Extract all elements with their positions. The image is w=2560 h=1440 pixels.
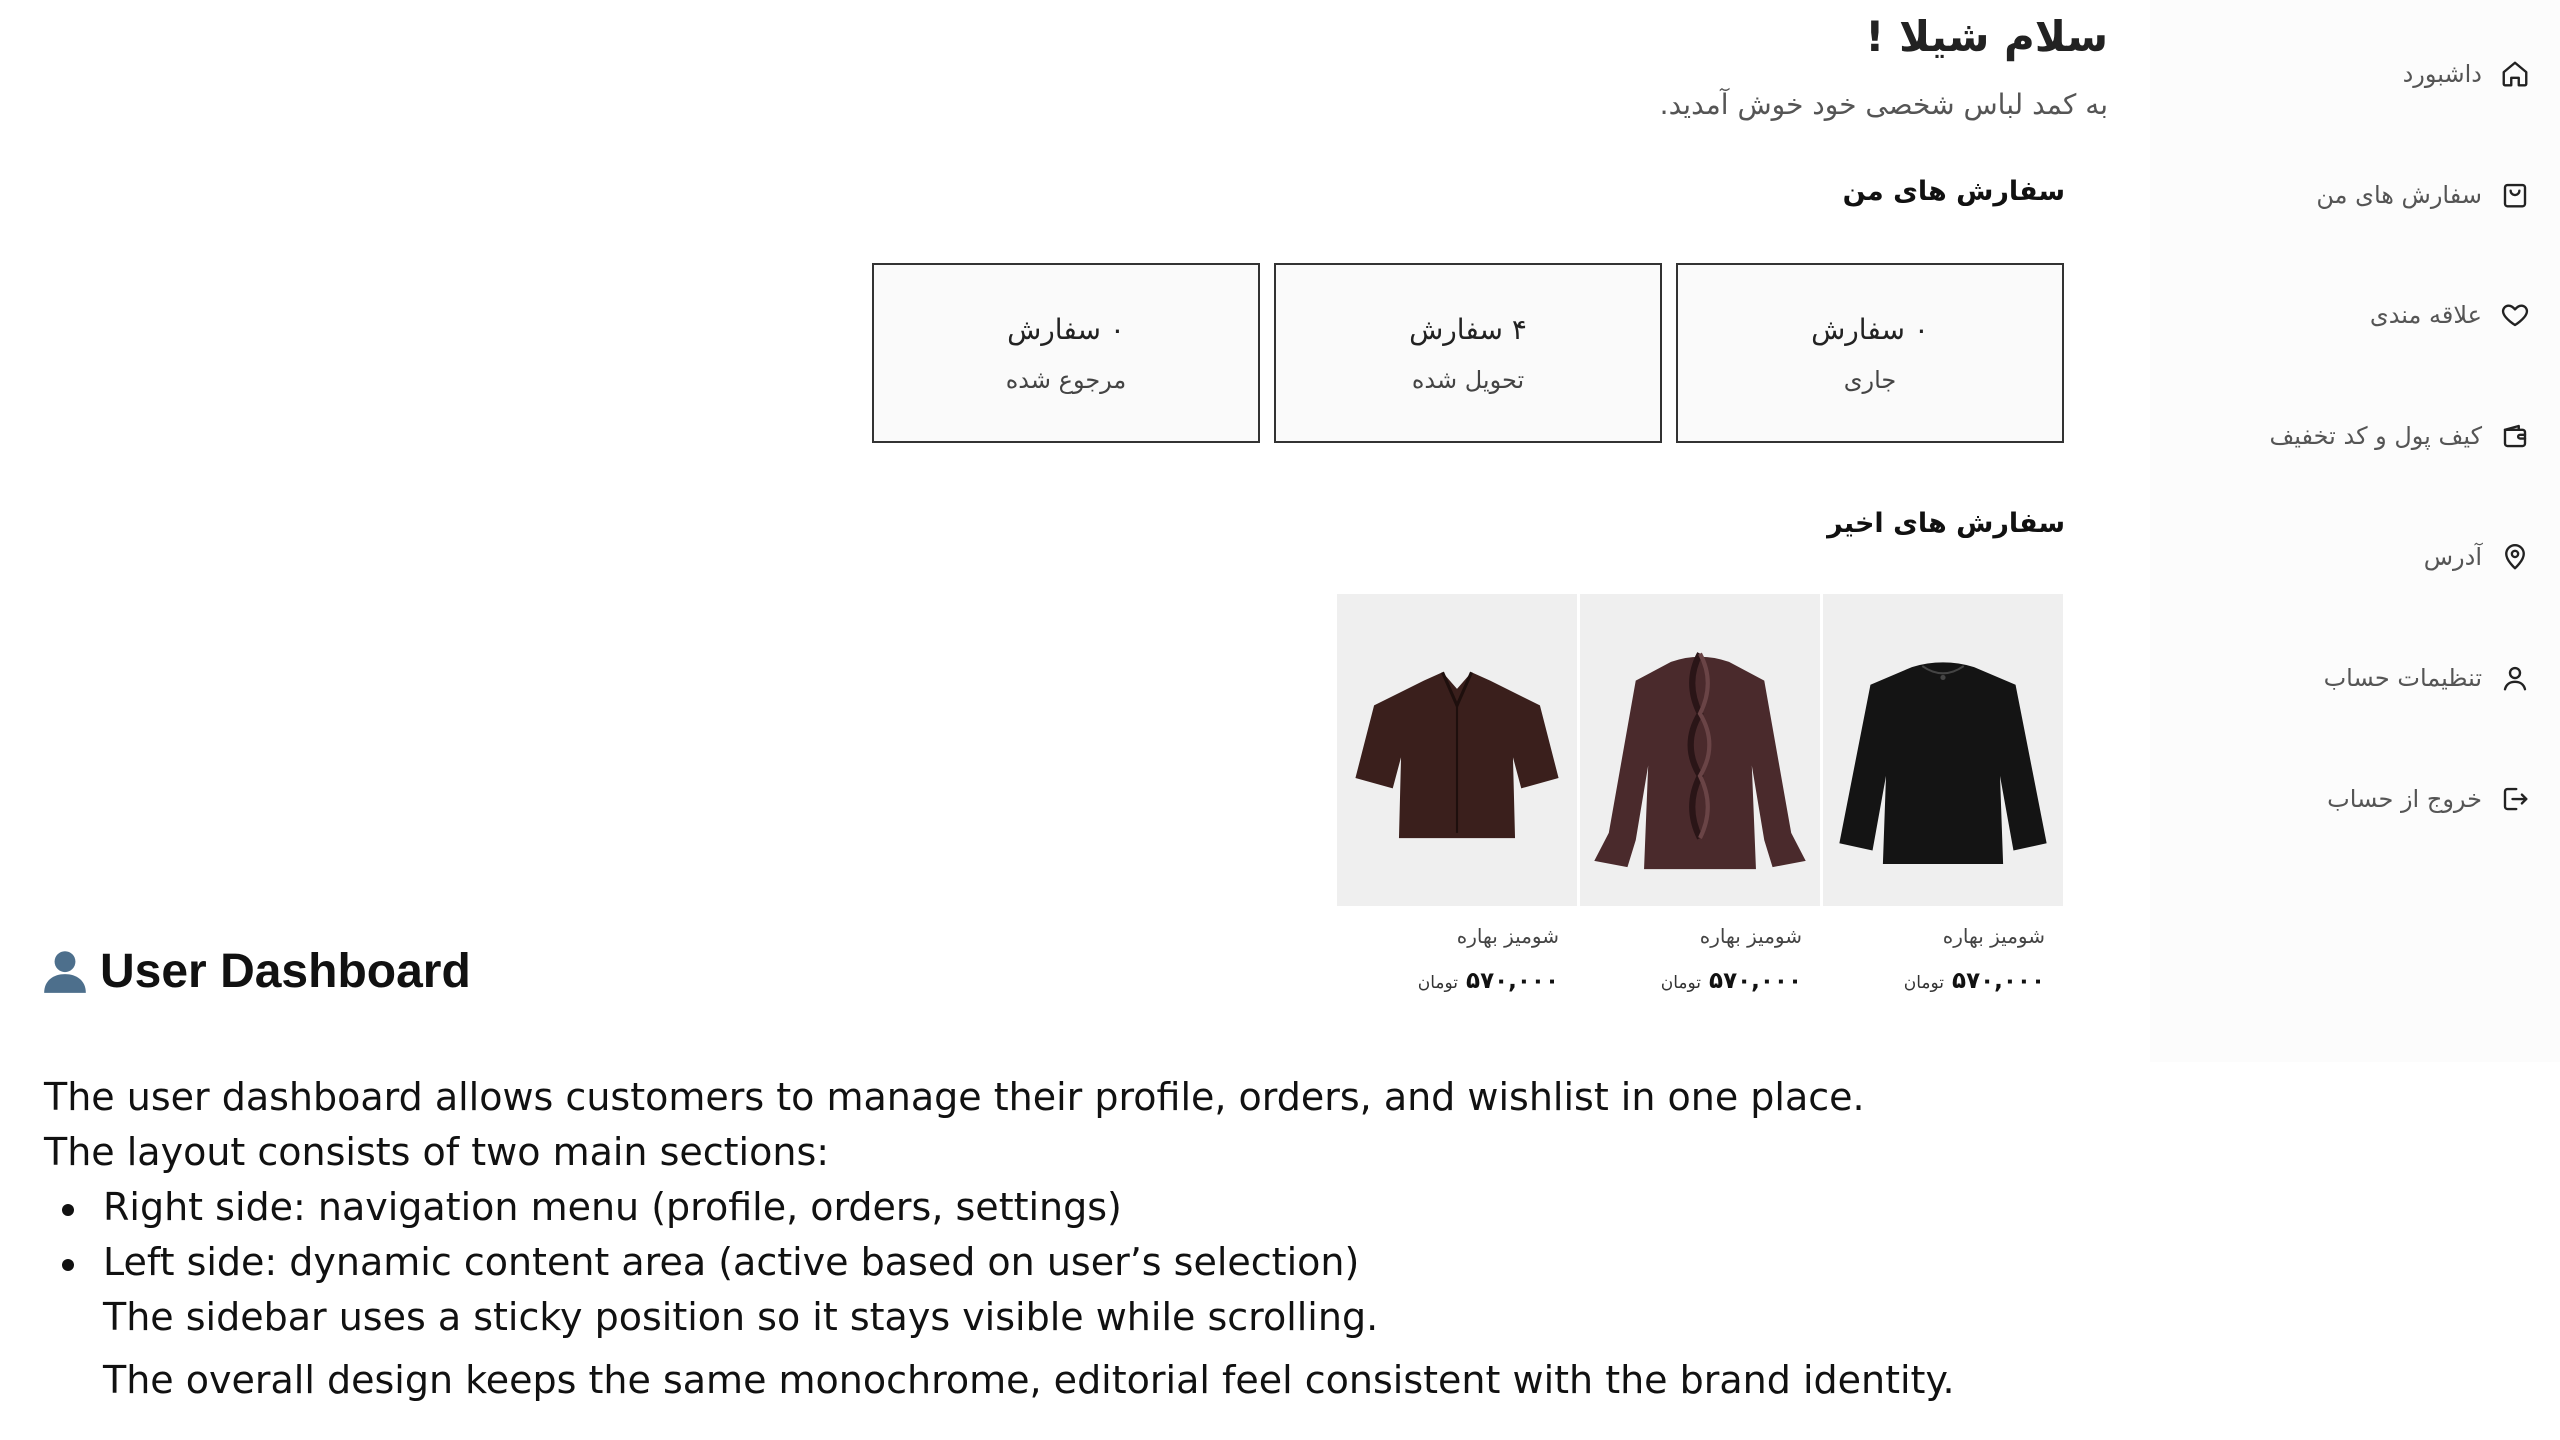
bullet-dot [62, 1204, 74, 1216]
product-price [1418, 968, 1559, 994]
price-value: ۵۷۰,۰۰۰ [1709, 968, 1802, 994]
user-icon [2498, 661, 2532, 695]
product-image[interactable] [1823, 594, 2063, 906]
product-card[interactable] [1823, 594, 2063, 994]
sidebar-item-label: علاقه مندی [2369, 301, 2482, 329]
bag-icon [2498, 178, 2532, 212]
sidebar-item-address[interactable] [2424, 527, 2532, 587]
product-image[interactable] [1580, 594, 1820, 906]
heart-icon [2498, 298, 2532, 332]
sidebar-item-wallet[interactable] [2269, 406, 2532, 466]
product-name: شومیز بهاره [1942, 924, 2045, 948]
product-card[interactable] [1580, 594, 1820, 994]
sidebar-item-label: تنظیمات حساب [2323, 664, 2482, 692]
bullet-item: Right side: navigation menu (profile, orders, settings) [103, 1185, 1122, 1229]
order-status-label: مرجوع شده [1005, 365, 1127, 394]
greeting-title: سلام شیلا ! [1865, 12, 2108, 61]
order-count: ۴ سفارش [1409, 312, 1527, 346]
sidebar-item-account-settings[interactable] [2324, 648, 2532, 708]
sidebar-item-label: سفارش های من [2316, 181, 2482, 209]
sidebar-item-label: خروج از حساب [2327, 785, 2482, 813]
blouse-illustration [1829, 620, 2057, 880]
welcome-text: به کمد لباس شخصی خود خوش آمدید. [1659, 88, 2108, 121]
wallet-icon [2498, 419, 2532, 453]
price-currency: تومان [1417, 973, 1459, 993]
doc-title-text: User Dashboard [100, 945, 471, 998]
description-line: The sidebar uses a sticky position so it stays visible while scrolling. [103, 1295, 1379, 1339]
sidebar-item-dashboard[interactable] [2403, 44, 2532, 104]
bullet-item: Left side: dynamic content area (active based on user’s selection) [103, 1240, 1360, 1284]
price-currency: تومان [1660, 973, 1702, 993]
sidebar-item-label: آدرس [2423, 543, 2482, 571]
sidebar-item-label: داشبورد [2402, 60, 2482, 88]
order-count: ۰ سفارش [1007, 312, 1125, 346]
description-line: The user dashboard allows customers to manage their profile, orders, and wishlist in one place. [44, 1075, 1865, 1119]
user-silhouette-icon [40, 945, 90, 999]
product-name: شومیز بهاره [1456, 924, 1559, 948]
home-icon [2498, 57, 2532, 91]
order-count: ۰ سفارش [1811, 312, 1929, 346]
ruffle-blouse-illustration [1586, 620, 1814, 880]
knit-polo-illustration [1343, 620, 1571, 880]
recent-orders-title: سفارش های اخیر [1827, 508, 2065, 539]
sidebar-item-label: کیف پول و کد تخفیف [2269, 422, 2482, 450]
sidebar-item-my-orders[interactable] [2316, 165, 2532, 225]
sidebar-nav [2150, 0, 2560, 1062]
product-price [1904, 968, 2045, 994]
location-pin-icon [2498, 540, 2532, 574]
order-stat-card-returned[interactable] [872, 263, 1260, 443]
order-status-label: تحویل شده [1411, 365, 1525, 394]
product-name: شومیز بهاره [1699, 924, 1802, 948]
logout-icon [2498, 782, 2532, 816]
description-line: The layout consists of two main sections: [44, 1130, 830, 1174]
price-currency: تومان [1903, 973, 1945, 993]
price-value: ۵۷۰,۰۰۰ [1952, 968, 2045, 994]
order-status-label: جاری [1843, 365, 1897, 394]
product-price [1661, 968, 1802, 994]
product-image[interactable] [1337, 594, 1577, 906]
bullet-dot [62, 1259, 74, 1271]
product-card[interactable] [1337, 594, 1577, 994]
order-stat-card-delivered[interactable] [1274, 263, 1662, 443]
sidebar-item-logout[interactable] [2327, 769, 2532, 829]
my-orders-title: سفارش های من [1842, 176, 2065, 207]
order-stat-card-current[interactable] [1676, 263, 2064, 443]
price-value: ۵۷۰,۰۰۰ [1466, 968, 1559, 994]
doc-title [40, 944, 471, 999]
description-line: The overall design keeps the same monochrome, editorial feel consistent with the brand identity. [103, 1358, 1955, 1402]
sidebar-item-wishlist[interactable] [2370, 285, 2532, 345]
